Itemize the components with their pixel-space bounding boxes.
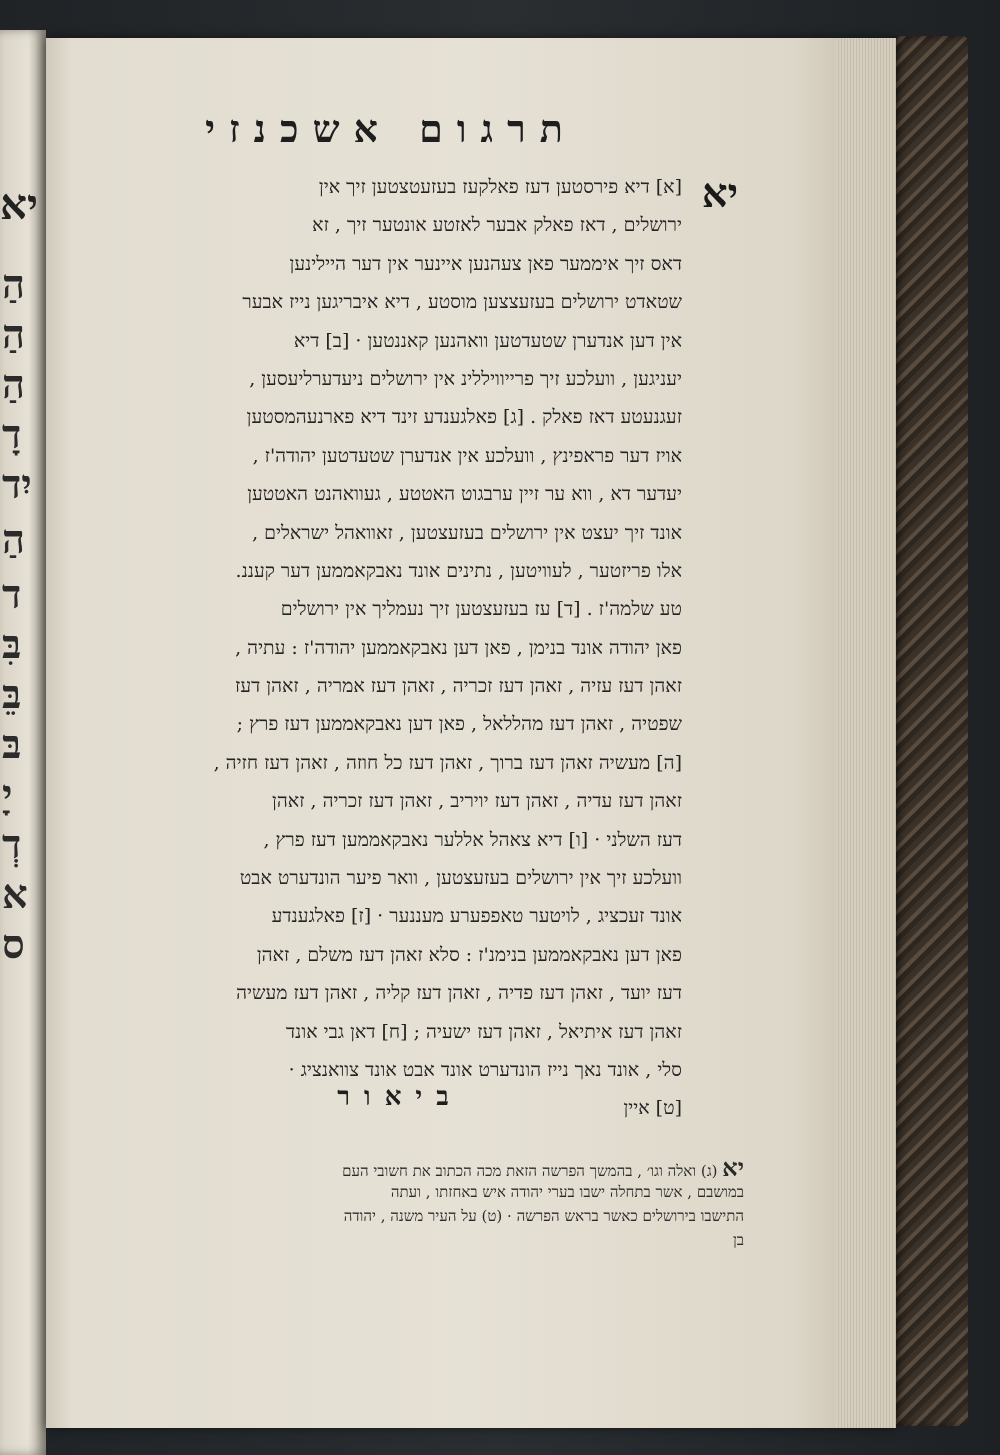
text-line: פאן יהודה אונד בנימן , פאן דען נאבקאממען יהודה'ז : עתיה , (235, 636, 682, 659)
commentary-line: במושבם , אשר בתחלה ישבו בערי יהודה איש באחזתו , ועתה (390, 1183, 744, 1201)
commentary-line-text: (ג) ואלה וגו׳ , בהמשך הפרשה הזאת מכה הכתוב את חשובי העם (342, 1162, 718, 1180)
facing-page-letter: בִּ (2, 621, 22, 668)
text-line: שטאדט ירושלים בעזעצצען מוסטע , דיא איבריגען נייז אבער (242, 291, 682, 314)
translation-text (72, 168, 682, 1128)
facing-page-letter: הַ (2, 516, 26, 563)
facing-page-letter: בֵּ (2, 671, 22, 718)
facing-page-letter: הַ (2, 361, 26, 408)
book-cover (892, 36, 968, 1426)
text-line: [א] דיא פירסטען דעז פאלקעז בעזעטצטען זיך אין (318, 176, 682, 198)
text-line: [ט] איין (623, 1097, 682, 1120)
facing-page-letter: דָ (2, 411, 22, 458)
commentary-verse-mark: יא (722, 1156, 744, 1180)
text-line: אונד זיך יעצט אין ירושלים בעזעצטען , זאוואהל ישראלים , (252, 521, 682, 544)
text-line: זעגנעטע דאז פאלק . [ג] פאלגענדע זינד דיא פארנעהמסטען (246, 406, 682, 429)
text-line: זאהן דעז עדיה , זאהן דעז יויריב , זאהן דעז זכריה , זאהן (272, 790, 682, 813)
text-line: זאהן דעז עזיה , זאהן דעז זכריה , זאהן דעז אמריה , זאהן דעז (235, 675, 682, 698)
facing-page-edge (0, 30, 46, 1455)
text-line: סלי , אונד נאך נייז הונדערט אונד אבט אונד צוואנציג · (288, 1058, 682, 1081)
text-line: אויז דער פראפינץ , וועלכע אין אנדערן שטעדטען יהודה'ז , (252, 444, 682, 467)
running-head: תרגום אשכנזי (205, 106, 577, 151)
text-line: [ה] מעשיה זאהן דעז ברוך , זאהן דעז כל חוזה , זאהן דעז חזיה , (213, 751, 682, 774)
text-line: ירושלים , דאז פאלק אבער לאזטע אונטער זיך , זא (312, 214, 682, 237)
commentary-line: התישבו בירושלים כאשר בראש הפרשה · (ט) על העיר משנה , יהודה (343, 1207, 744, 1225)
facing-page-letter: ס (2, 921, 25, 968)
facing-page-heading: יא (0, 180, 38, 229)
commentary-block (74, 1156, 744, 1252)
text-line: דעז השלני · [ו] דיא צאהל אללער נאבקאממען דעז פרץ , (263, 828, 682, 851)
facing-page-letter: הַ (2, 311, 26, 358)
page-fore-edge (836, 38, 896, 1428)
text-line: יעדער דא , ווא ער זיין ערבגוט האטטע , געוואהנט האטטען (247, 483, 682, 506)
text-line: זאהן דעז איתיאל , זאהן דעז ישעיה ; [ח] דאן גבי אונד (286, 1020, 682, 1043)
facing-page-letter: בּ (2, 721, 22, 768)
text-line: טע שלמה'ז . [ד] עז בעזעצטען זיך נעמליך אין ירושלים (280, 598, 682, 621)
facing-page-letter: א (2, 871, 28, 918)
facing-page-letter: ד (2, 571, 22, 618)
facing-page-letter: דְ (2, 821, 22, 868)
text-line: אלו פריזטער , לעוויטען , נתינים אונד נאבקאממען דער קעננ. (235, 559, 682, 582)
text-line: פאן דען נאבקאממען בנימנ'ז : סלא זאהן דעז משלם , זאהן (256, 943, 682, 966)
text-line: דאס זיך איממער פאן צעהנען איינער אין דער היילינען (289, 252, 682, 275)
facing-page-letter: יִד (2, 461, 32, 508)
text-line: אין דען אנדערן שטעדטען וואהנען קאננטען · [ב] דיא (293, 329, 682, 352)
facing-page-letter: יָ (2, 771, 13, 818)
text-line: דעז יועד , זאהן דעז פדיה , זאהן דעז קליה , זאהן דעז מעשיה (236, 982, 682, 1005)
verse-number: יא (701, 170, 739, 217)
facing-page-letter: הַ (2, 261, 26, 308)
text-line: יעניגען , וועלכע זיך פרייוויללינ אין ירושלים ניעדערליעסען , (249, 367, 682, 390)
text-line: וועלכע זיך אין ירושלים בעזעצטען , וואר פיער הונדערט אבט (239, 867, 682, 890)
text-line: שפטיה , זאהן דעז מהללאל , פאן דען נאבקאממען דעז פרץ ; (236, 713, 682, 736)
text-line: אונד זעכציג , לויטער טאפפערע מעננער · [ז] פאלגענדע (271, 905, 682, 928)
commentary-line (74, 1156, 744, 1180)
commentary-line: בן (732, 1231, 744, 1249)
section-title: ביאור (337, 1082, 463, 1112)
